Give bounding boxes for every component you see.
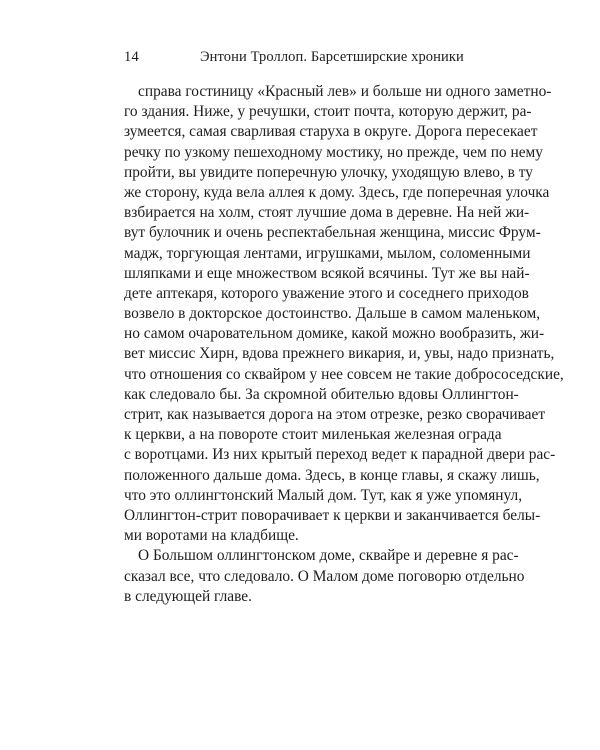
text-line: сказал все, что следовало. О Малом доме поговорю отдельно [124,567,525,585]
text-line: шляпками и еще множеством всякой всячины. Тут же вы най- [124,264,530,282]
text-line: же сторону, куда вела аллея к дому. Здесь, где поперечная улочка [124,183,550,201]
text-line: вут булочник и очень респектабельная женщина, миссис Фрум- [124,224,541,242]
text-line: вет миссис Хирн, вдова прежнего викария, и, увы, надо признать, [124,345,555,363]
text-line: мадж, торгующая лентами, игрушками, мылом, соломенными [124,244,531,262]
text-line: справа гостиницу «Красный лев» и больше ни одного заметно- [138,83,552,100]
text-line: что это оллингтонский Малый дом. Тут, как я уже упомянул, [124,486,523,504]
text-line: в следующей главе. [124,587,252,605]
text-line: возвело в докторское достоинство. Дальше в самом маленьком, [124,305,541,323]
page-number: 14 [124,49,140,65]
text-line: О Большом оллингтонском доме, сквайре и деревне я рас- [138,547,519,565]
text-line: Оллингтон-стрит поворачивает к церкви и заканчивается белы- [124,506,541,524]
text-line: зумеется, самая сварливая старуха в округе. Дорога пересекает [124,123,538,141]
text-line: го здания. Ниже, у речушки, стоит почта, которую держит, ра- [124,103,532,121]
body-text [124,82,564,607]
text-line: с воротцами. Из них крытый переход ведет к парадной двери рас- [124,446,556,464]
text-line: дете аптекаря, которого уважение этого и соседнего приходов [124,284,529,302]
paragraph [124,82,564,546]
text-line: стрит, как называется дорога на этом отрезке, резко сворачивает [124,406,546,423]
text-line: ми воротами на кладбище. [124,527,299,545]
running-head [0,49,600,71]
text-line: но самом очаровательном домике, какой можно вообразить, жи- [124,325,545,343]
text-line: речку по узкому пешеходному мостику, но прежде, чем по нему [124,143,543,161]
running-title: Энтони Троллоп. Барсетширские хроники [200,49,464,65]
text-line: к церкви, а на повороте стоит миленькая железная ограда [124,426,502,444]
text-line: пройти, вы увидите поперечную улочку, уходящую влево, в ту [124,163,533,181]
text-line: взбирается на холм, стоят лучшие дома в деревне. На ней жи- [124,204,530,222]
text-line: что отношения со сквайром у нее совсем не такие добрососедские, [124,365,564,383]
text-line: как следовало бы. За скромной обителью вдовы Оллингтон- [124,385,519,403]
paragraph [124,546,525,607]
text-line: положенного дальше дома. Здесь, в конце главы, я скажу лишь, [124,466,540,484]
